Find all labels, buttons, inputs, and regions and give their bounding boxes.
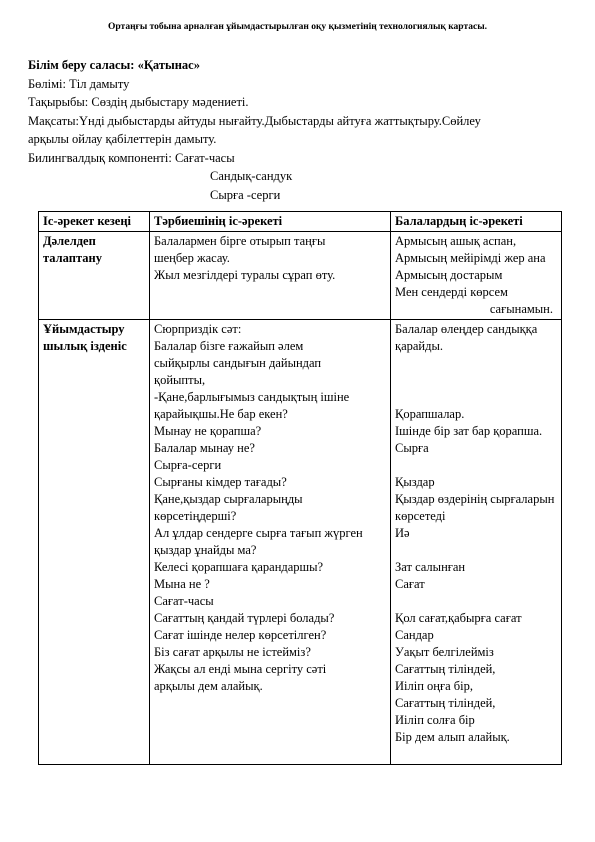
teacher-cell-line: қыздар ұнайды ма? [154,543,257,557]
teacher-cell-line: Біз сағат арқылы не істейміз? [154,645,311,659]
section-value: Тіл дамыту [69,76,130,91]
table-header-row [39,212,562,232]
teacher-cell-line: Балалар мынау не? [154,441,255,455]
topic-row [28,93,568,112]
children-cell-line: Иә [395,526,410,540]
header-teacher: Тәрбиешінің іс-әрекеті [150,212,391,232]
children-cell-line: Қыздар [395,475,435,489]
teacher-cell-line: Қане,қыздар сырғаларыңды [154,492,303,506]
teacher-cell-line: Келесі қорапшаға қарандаршы? [154,560,324,574]
children-cell-line [395,542,557,559]
header-children: Балалардың іс-әрекеті [391,212,562,232]
teacher-cell-line: Балалармен бірге отырып таңғы [154,234,326,248]
bilingual-row [28,167,568,186]
teacher-cell-line: қарайықшы.Не бар екен? [154,407,288,421]
children-cell-line: Сырға [395,441,429,455]
children-cell-line: Армысың достарым [395,268,503,282]
teacher-cell-line [154,712,386,729]
children-cell [391,320,562,765]
teacher-cell-line: Сағаттың қандай түрлері болады? [154,611,335,625]
bilingual-row [28,149,568,168]
goal-row [28,112,568,131]
children-cell-line: Сағат [395,577,425,591]
teacher-cell-line [154,284,386,301]
children-cell-line: Балалар өлеңдер сандыққа [395,322,538,336]
children-cell-line: Армысың ашық аспан, [395,234,517,248]
teacher-cell-line: көрсетіңдерші? [154,509,237,523]
children-cell-line: Қол сағат,қабырға сағат [395,611,522,625]
teacher-cell-line: Сырғаны кімдер тағады? [154,475,287,489]
section-row [28,75,568,94]
children-cell-line: Уақыт белгілейміз [395,645,494,659]
children-cell-line: қарайды. [395,339,443,353]
teacher-cell-line: Жыл мезгілдері туралы сұрап өту. [154,268,336,282]
children-cell-line [395,372,557,389]
area-value: «Қатынас» [137,58,200,72]
stage-cell-line: Ұйымдастыру [43,322,125,336]
children-cell-line: сағынамын. [489,302,553,316]
teacher-cell-line: Сағат ішінде нелер көрсетілген? [154,628,327,642]
lesson-info [28,56,568,204]
teacher-cell-line: Мынау не қорапша? [154,424,262,438]
children-cell-line: Иіліп оңға бір, [395,679,473,693]
topic-label: Тақырыбы: [28,95,89,109]
children-cell-line: Мен сендерді көрсем [395,285,508,299]
teacher-cell-line [154,695,386,712]
children-cell [391,232,562,320]
children-cell-line [395,593,557,610]
goal-label: Мақсаты: [28,113,79,128]
stage-cell [39,232,150,320]
bilingual-item: Сағат-часы [174,150,235,165]
teacher-cell-line: Балалар бізге ғажайып әлем [154,339,304,353]
stage-cell [39,320,150,765]
children-cell-line: Бір дем алып алайық. [395,730,510,744]
bilingual-row [28,186,568,205]
children-cell-line: Иіліп солға бір [395,713,475,727]
section-label: Бөлімі: [28,76,66,91]
stage-cell-line: шылық ізденіс [43,339,127,353]
goal-value-1: Үнді дыбыстарды айтуды нығайту.Дыбыстарды айтуға жаттықтыру.Сөйлеу [79,113,481,128]
header-stage: Іс-әрекет кезеңі [39,212,150,232]
children-cell-line: Қорапшалар. [395,407,465,421]
children-cell-line: Зат салынған [395,560,466,574]
teacher-cell-line [154,301,386,318]
teacher-cell-line: Жақсы ал енді мына сергіту сәті [154,662,327,676]
bilingual-label: Билингвалдық компоненті: [28,150,172,165]
teacher-cell-line: Ал ұлдар сендерге сырға тағып жүрген [154,526,363,540]
teacher-cell-line: қойыпты, [154,373,206,387]
area-label: Білім беру саласы: [28,58,135,72]
goal-row-continued [28,130,568,149]
area-row [28,56,568,75]
teacher-cell-line: -Қане,барлығымыз сандықтың ішіне [154,390,350,404]
bilingual-item: Сырға -серги [210,187,281,202]
children-cell-line: көрсетеді [395,509,446,523]
table-row [39,320,562,765]
stage-cell-line: Дәлелдеп [43,234,96,248]
teacher-cell-line: шеңбер жасау. [154,251,230,265]
children-cell-line: Сандар [395,628,434,642]
children-cell-line [395,355,557,372]
technology-map-table [38,211,562,765]
teacher-cell-line: Сағат-часы [154,594,214,608]
teacher-cell-line: Сюрприздік сәт: [154,322,242,336]
document-title: Ортаңғы тобына арналған ұйымдастырылған оқу қызметінің технологиялық картасы. [107,22,487,32]
stage-cell-line: талаптану [43,251,102,265]
teacher-cell [150,320,391,765]
children-cell-line: Ішінде бір зат бар қорапша. [395,424,543,438]
children-cell-line [395,457,557,474]
teacher-cell-line: арқылы дем алайық. [154,679,263,693]
teacher-cell-line [154,746,386,763]
children-cell-line: Қыздар өздерінің сырғаларын [395,492,555,506]
children-cell-line: Сағаттың тіліндей, [395,662,496,676]
teacher-cell [150,232,391,320]
children-cell-line [395,389,557,406]
teacher-cell-line [154,729,386,746]
children-cell-line: Сағаттың тіліндей, [395,696,496,710]
topic-value: Сөздің дыбыстаpу мәдениеті. [91,95,249,109]
bilingual-item: Сандық-сандук [210,169,293,183]
teacher-cell-line: Сырға-серги [154,458,222,472]
goal-value-2: арқылы ойлау қабілеттерін дамыту. [28,132,217,146]
table-row [39,232,562,320]
children-cell-line: Армысың мейірімді жер ана [395,251,546,265]
teacher-cell-line: Мына не ? [154,577,210,591]
teacher-cell-line: сыйқырлы сандығын дайындап [154,356,322,370]
